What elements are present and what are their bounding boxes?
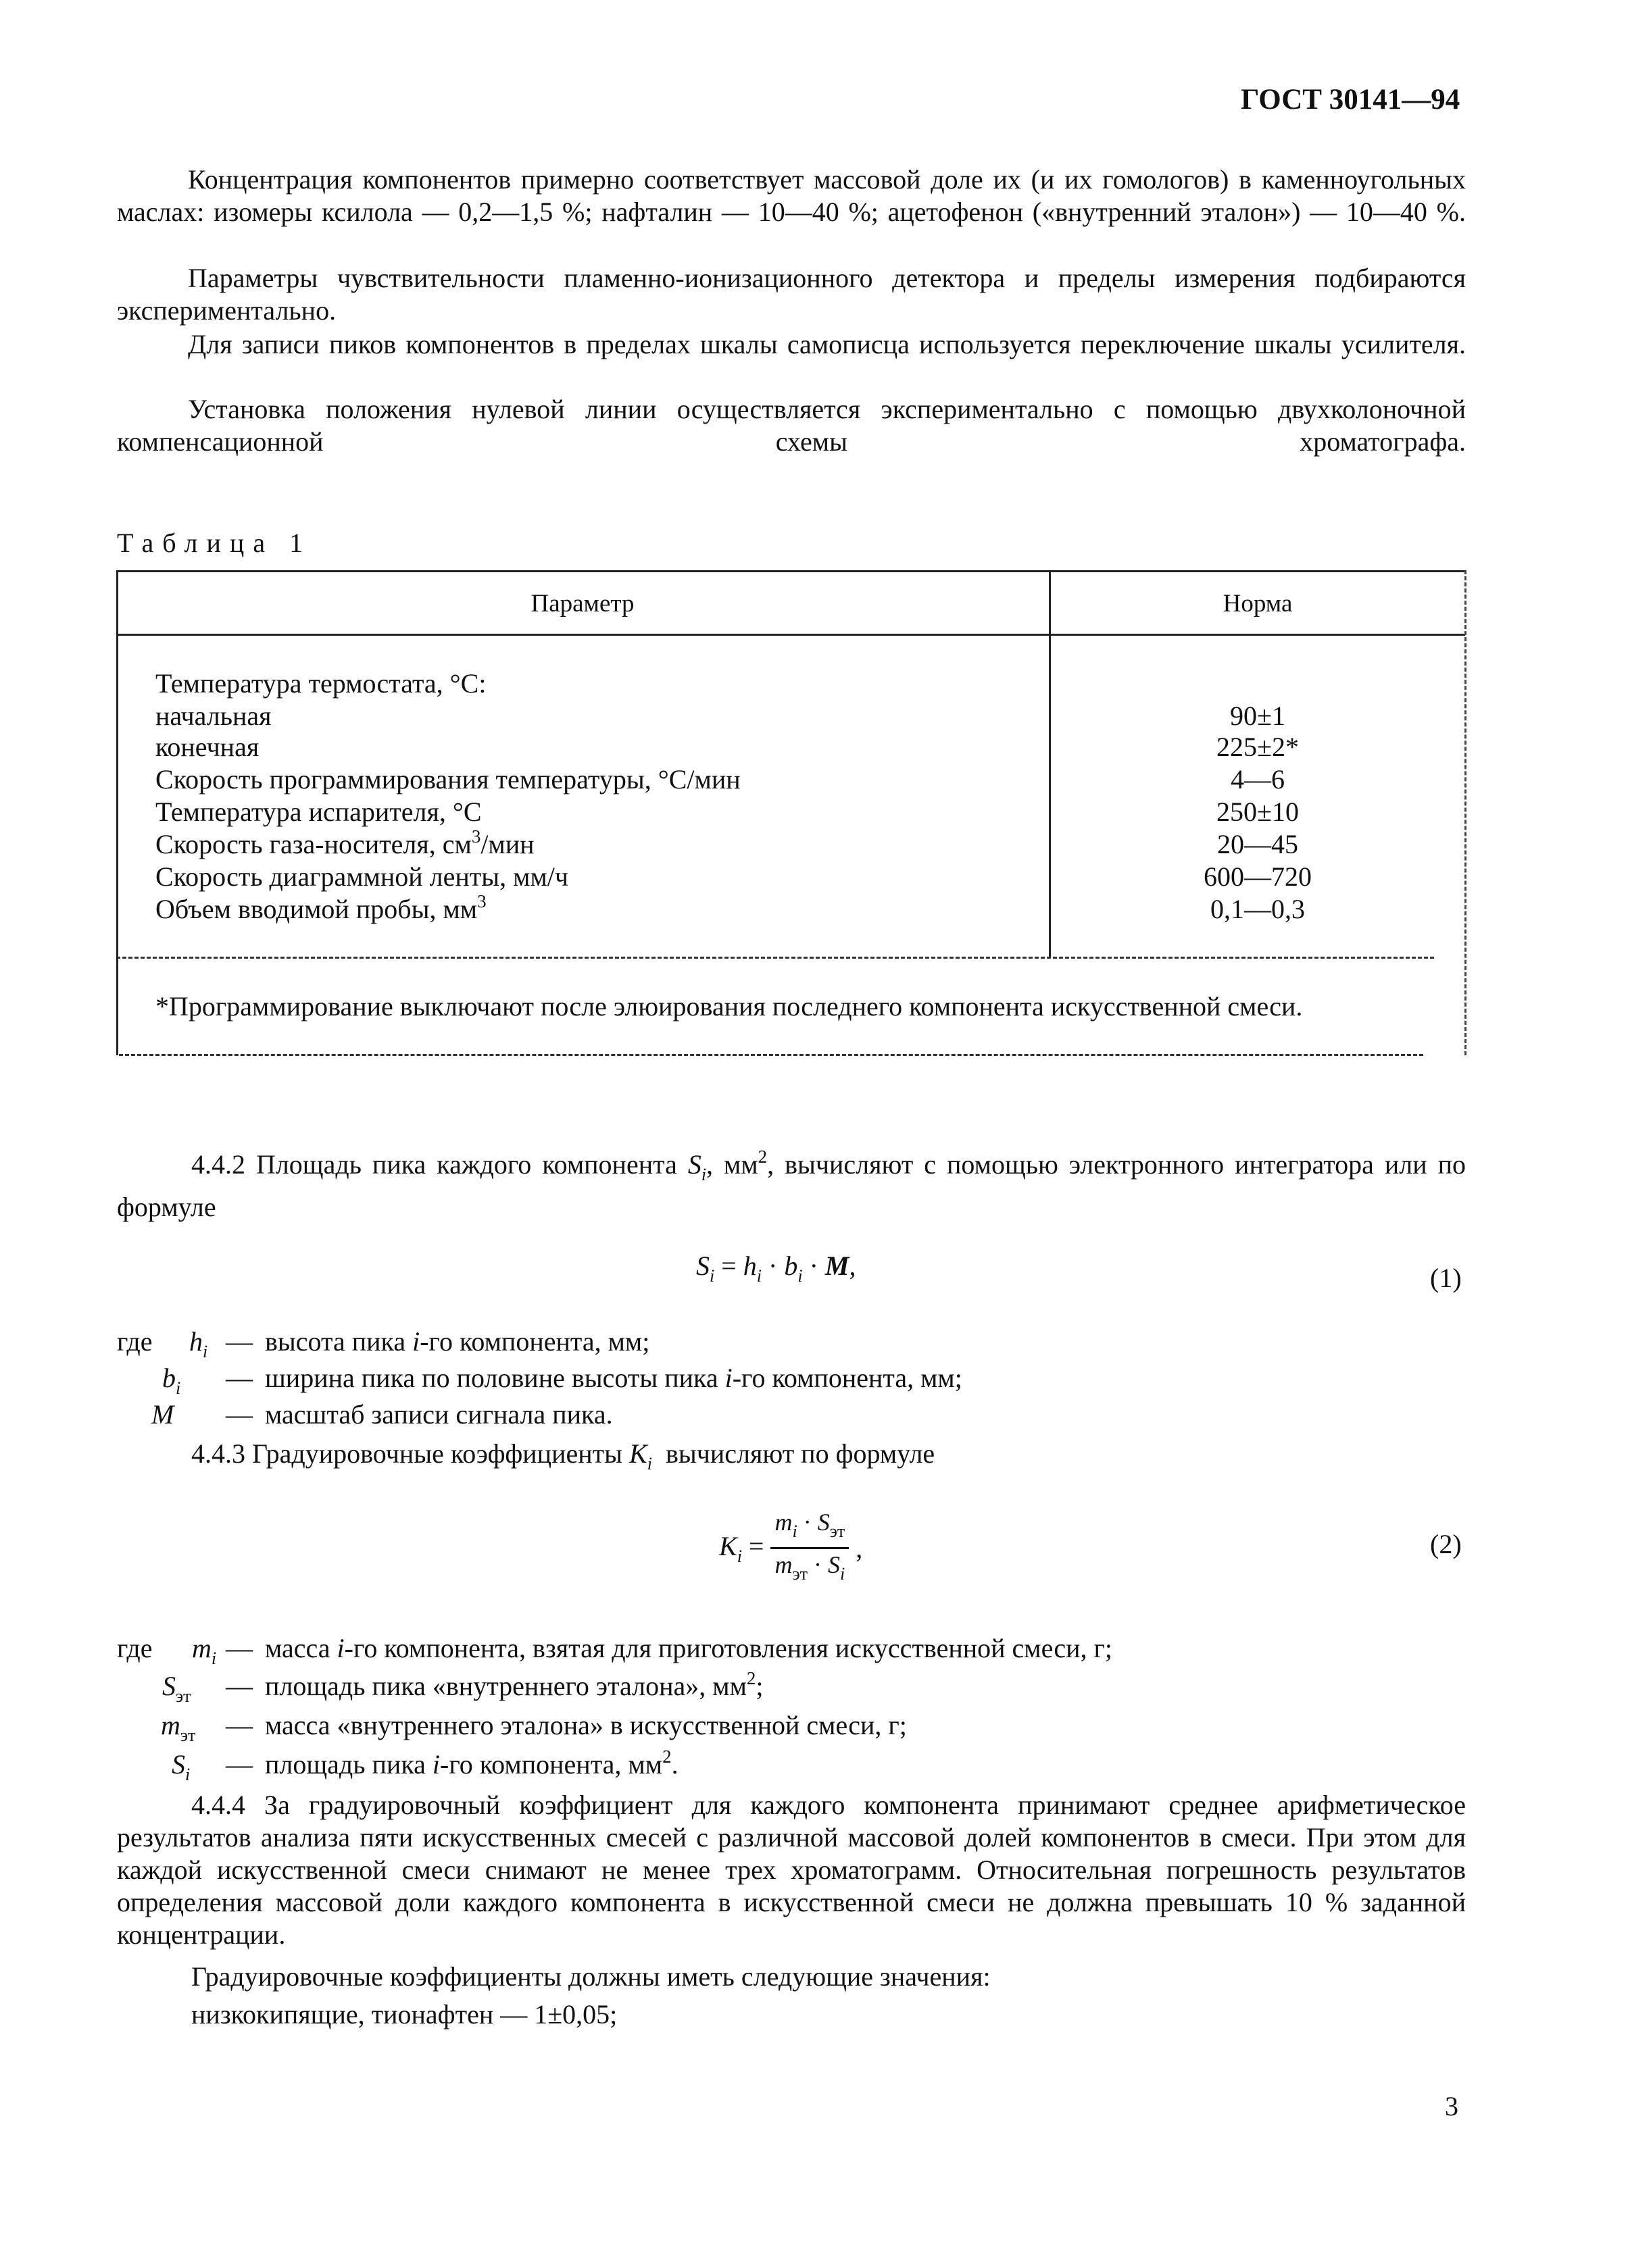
table-row-norm: 225±2* xyxy=(1216,732,1299,762)
table-right-border xyxy=(1464,570,1466,1055)
table-caption: Таблица 1 xyxy=(117,528,312,558)
table-row-norm: 4—6 xyxy=(1231,764,1285,795)
intro-paragraph-3: Для записи пиков компонентов в пределах шкалы самописца используется переключение шкалы усилителя. xyxy=(188,329,1466,359)
table-row-param: Скорость газа-носителя, $см^3$/мин xyxy=(155,826,535,859)
legend-dash: — xyxy=(226,1399,253,1430)
table-footnote: *Программирование выключают после элюирования последнего компонента искусственной смеси. xyxy=(155,991,1303,1022)
section-4-4-3-paragraph: 4.4.3 Градуировочные коэффициенты $K_i$ вычисляют по формуле xyxy=(191,1438,935,1473)
where-label: где xyxy=(117,1633,153,1663)
legend-dash: — xyxy=(226,1671,253,1701)
legend-text: площадь пика i-го компонента, $мм^2$. xyxy=(265,1746,679,1780)
table-row-param: Скорость диаграммной ленты, мм/ч xyxy=(155,861,568,892)
legend-dash: — xyxy=(226,1633,253,1663)
intro-paragraph-4: Установка положения нулевой линии осуществляется экспериментально с помощью двухколоночной компенсационной схемы хроматографа. xyxy=(117,394,1466,457)
legend-symbol: $m_{эт}$ xyxy=(161,1710,196,1745)
table-row-norm: 90±1 xyxy=(1230,701,1285,731)
document-code: ГОСТ 30141—94 xyxy=(1241,84,1460,116)
section-4-4-4-value-line: низкокипящие, тионафтен — 1±0,05; xyxy=(191,1999,618,2030)
legend-symbol: $S_{эт}$ xyxy=(162,1671,191,1706)
table-row-param: Температура испарителя, °С xyxy=(155,797,482,827)
table-body-rule xyxy=(116,957,1434,959)
table-row-norm: 0,1—0,3 xyxy=(1210,894,1305,924)
table-row-norm: 250±10 xyxy=(1216,797,1299,827)
legend-text: ширина пика по половине высоты пика i-го компонента, мм; xyxy=(265,1363,962,1393)
table-row-param: конечная xyxy=(155,732,260,762)
table-left-border xyxy=(116,570,118,1055)
intro-paragraph-1: Концентрация компонентов примерно соответствует массовой доле их (и их гомологов) в каменноугольных маслах: изомеры ксилола — 0,2—1,5 %; нафталин — 10—40 %; ацетофенон («внутренний эталон») — 10—40 %. xyxy=(117,164,1466,227)
legend-dash: — xyxy=(226,1326,253,1357)
table-row-param: начальная xyxy=(155,701,272,731)
legend-text: масса i-го компонента, взятая для приготовления искусственной смеси, г; xyxy=(265,1633,1113,1663)
legend-dash: — xyxy=(226,1363,253,1393)
legend-symbol: $S_i$ xyxy=(172,1749,191,1784)
legend-dash: — xyxy=(226,1710,253,1740)
table-row-param: Скорость программирования температуры, °С/мин xyxy=(155,764,741,795)
section-4-4-4-values-intro: Градуировочные коэффициенты должны иметь следующие значения: xyxy=(191,1961,991,1992)
page-number: 3 xyxy=(1445,2091,1458,2121)
formula-2: $K_i$ = $\frac{m_i \cdot S_{эт}}{m_{эт} \cdot S_i}$ , xyxy=(719,1508,862,1588)
table-group-label: Температура термостата, °С: xyxy=(155,668,487,699)
legend-symbol: $b_i$ xyxy=(162,1363,181,1398)
table-row-norm: 600—720 xyxy=(1204,861,1312,892)
equation-number-1: (1) xyxy=(1430,1263,1462,1293)
legend-symbol: $h_i$ xyxy=(189,1326,208,1361)
legend-dash: — xyxy=(226,1749,253,1780)
table-row-param: Объем вводимой пробы, $мм^3$ xyxy=(155,891,487,924)
table-top-rule xyxy=(116,570,1465,572)
formula-2-fraction: $\frac{m_i \cdot S_{эт}}{m_{эт} \cdot S_i}$ xyxy=(770,1508,849,1588)
legend-text: площадь пика «внутреннего эталона», $мм^2$; xyxy=(265,1668,764,1701)
formula-1: $S_i = h_i \cdot b_i \cdot M$, xyxy=(696,1251,856,1286)
table-header-norm: Норма xyxy=(1223,590,1293,618)
legend-text: масса «внутреннего эталона» в искусственной смеси, г; xyxy=(265,1710,907,1740)
equation-number-2: (2) xyxy=(1430,1529,1462,1559)
legend-text: высота пика i-го компонента, мм; xyxy=(265,1326,650,1357)
where-label: где xyxy=(117,1326,153,1357)
intro-paragraph-2: Параметры чувствительности пламенно-ионизационного детектора и пределы измерения подбираются экспериментально. xyxy=(117,263,1466,326)
table-bottom-rule xyxy=(119,1054,1423,1056)
table-row-norm: 20—45 xyxy=(1217,829,1298,859)
legend-symbol: M xyxy=(151,1399,174,1430)
legend-symbol: $m_i$ xyxy=(192,1633,217,1668)
legend-text: масштаб записи сигнала пика. xyxy=(265,1399,613,1430)
table-header-rule xyxy=(116,634,1465,636)
section-4-4-2-paragraph: 4.4.2 Площадь пика каждого компонента $S_i$, $мм^2$, вычисляют с помощью электронного интегратора или по формуле xyxy=(117,1146,1466,1222)
table-header-param: Параметр xyxy=(531,590,635,618)
section-4-4-4-paragraph: 4.4.4 За градуировочный коэффициент для каждого компонента принимают среднее арифметическое результатов анализа пяти искусственных смесей с различной массовой долей компонентов в смеси. При этом для каждой искусственной смеси снимают не менее трех хроматограмм. Относительная погрешность результатов определения массовой доли каждого компонента в искусственной смеси не должна превышать 10 % заданной концентрации. xyxy=(117,1790,1466,1950)
